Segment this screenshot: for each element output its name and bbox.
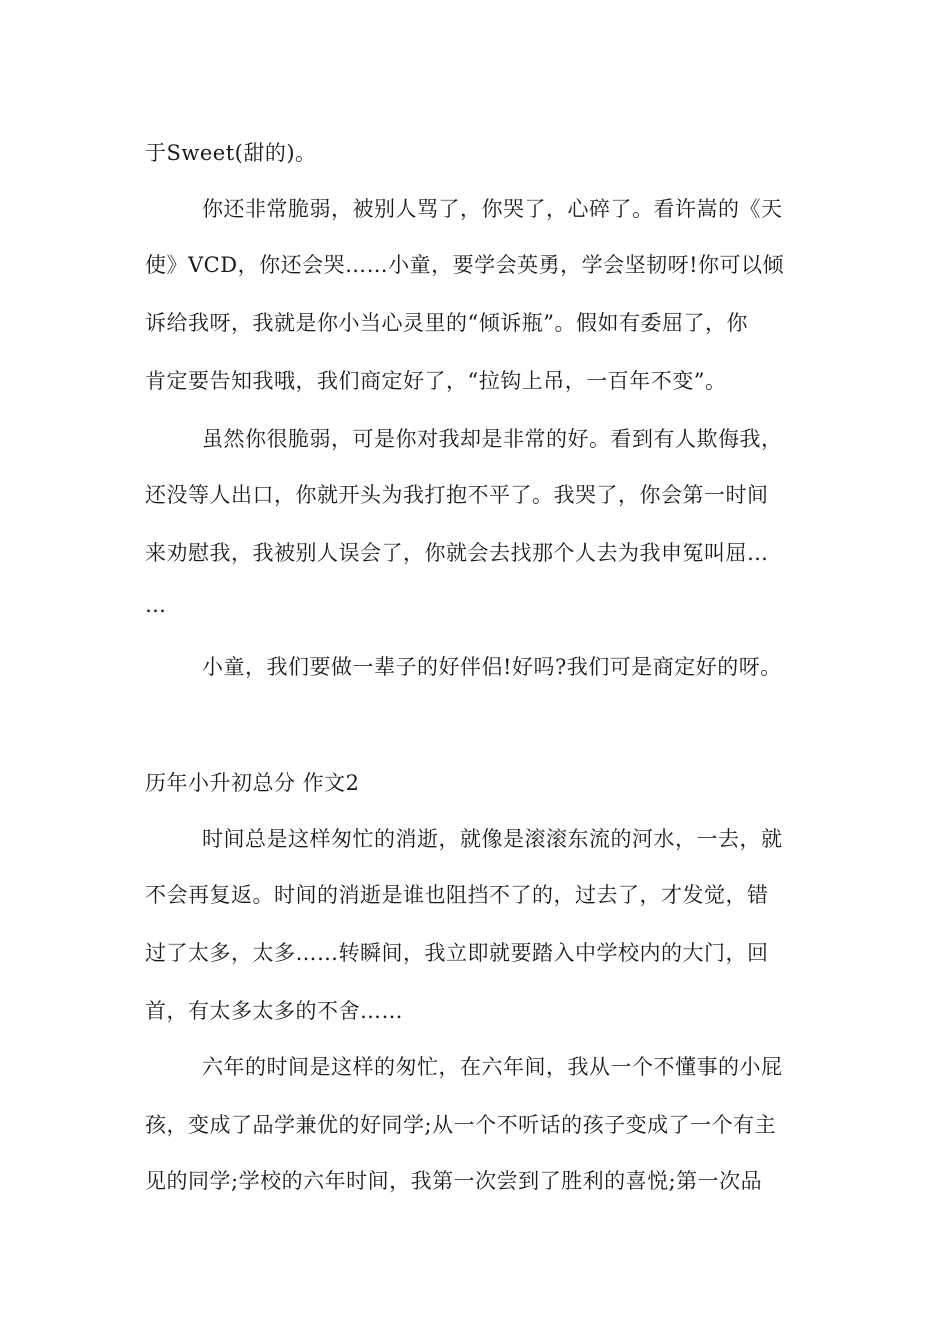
text-line: 见的同学;学校的六年时间，我第一次尝到了胜利的喜悦;第一次品	[145, 1169, 763, 1193]
text-line: 首，有太多太多的不舍……	[145, 999, 403, 1023]
text-line: 诉给我呀，我就是你小当心灵里的“倾诉瓶”。假如有委屈了，你	[145, 311, 748, 335]
text-line: 还没等人出口，你就开头为我打抱不平了。我哭了，你会第一时间	[145, 483, 769, 507]
text-line: 来劝慰我，我被别人误会了，你就会去找那个人去为我申冤叫屈…	[145, 541, 769, 565]
paragraph-first-line: 虽然你很脆弱，可是你对我却是非常的好。看到有人欺侮我，	[202, 427, 783, 451]
paragraph-first-line: 小童，我们要做一辈子的好伴侣!好吗?我们可是商定好的呀。	[202, 655, 782, 679]
text-line: 孩，变成了品学兼优的好同学;从一个不听话的孩子变成了一个有主	[145, 1113, 777, 1137]
section-heading: 历年小升初总分 作文2	[145, 771, 360, 795]
text-line: 使》VCD，你还会哭……小童，要学会英勇，学会坚韧呀!你可以倾	[145, 253, 785, 277]
text-line: 肯定要告知我哦，我们商定好了，“拉钩上吊，一百年不变”。	[145, 369, 727, 393]
text-line: 于Sweet(甜的)。	[145, 141, 317, 165]
text-line: 不会再复返。时间的消逝是谁也阻挡不了的，过去了，才发觉，错	[145, 883, 769, 907]
text-line: …	[145, 593, 167, 617]
paragraph-first-line: 六年的时间是这样的匆忙，在六年间，我从一个不懂事的小屁	[202, 1055, 783, 1079]
paragraph-first-line: 时间总是这样匆忙的消逝，就像是滚滚东流的河水，一去，就	[202, 827, 783, 851]
paragraph-first-line: 你还非常脆弱，被别人骂了，你哭了，心碎了。看许嵩的《天	[202, 197, 783, 221]
text-line: 过了太多，太多……转瞬间，我立即就要踏入中学校内的大门，回	[145, 941, 769, 965]
